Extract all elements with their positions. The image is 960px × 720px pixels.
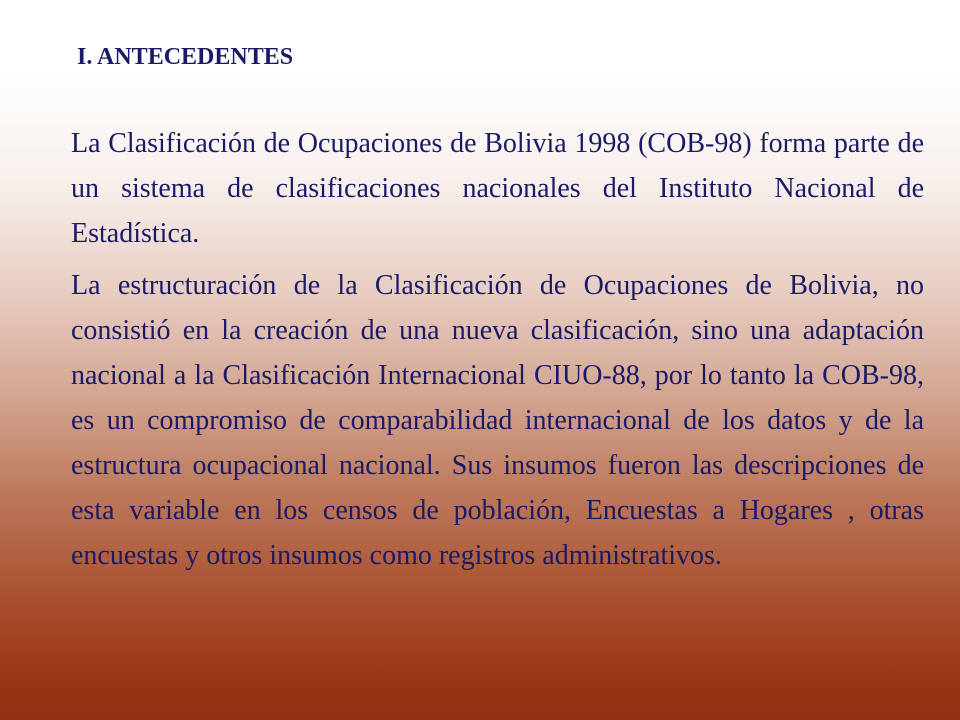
paragraph-cob98-structure: La estructuración de la Clasificación de Ocupaciones de Bolivia, no consistió en la creación de una nueva clasificación, sino una adaptación nacional a la Clasificación Internacional CIUO-88, por lo tanto la COB-98, es un compromiso de comparabilidad internacional de los datos y de la estructura ocupacional nacional. Sus insumos fueron las descripciones de esta variable en los censos de población, Encuestas a Hogares , otras encuestas y otros insumos como registros administrativos. bbox=[71, 270, 924, 571]
slide-title: I. ANTECEDENTES bbox=[77, 44, 294, 70]
paragraph-cob98-intro: La Clasificación de Ocupaciones de Bolivia 1998 (COB-98) forma parte de un sistema de clasificaciones nacionales del Instituto Nacional de Estadística. bbox=[71, 128, 924, 249]
